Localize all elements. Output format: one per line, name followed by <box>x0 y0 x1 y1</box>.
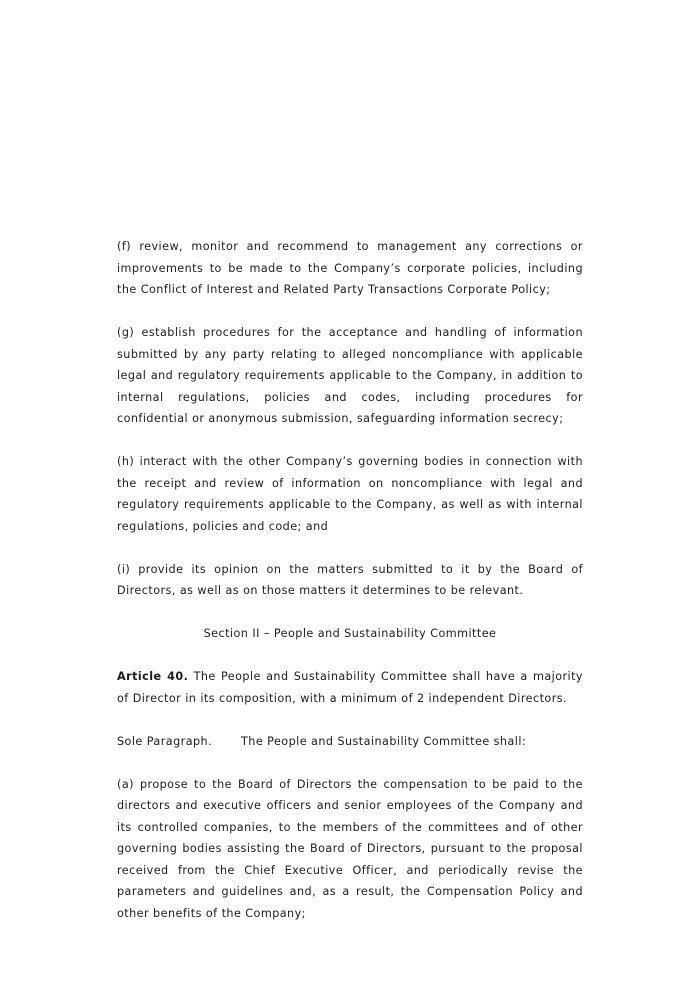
paragraph-g: (g) establish procedures for the acceptance and handling of information submitted by any party relating to alleged noncompliance with applicable legal and regulatory requirements applicable to the Company, in addition to internal regulations, policies and codes, including procedures for confidential or anonymous submission, safeguarding information secrecy; <box>117 326 583 425</box>
article-label: Article 40. <box>117 670 189 683</box>
sole-paragraph-label: Sole Paragraph. <box>117 734 213 748</box>
article-text: The People and Sustainability Committee shall have a majority of Director in its composition, with a minimum of 2 independent Directors. <box>117 670 584 705</box>
article-40 <box>117 666 583 709</box>
paragraph-f: (f) review, monitor and recommend to management any corrections or improvements to be made to the Company’s corporate policies, including the Conflict of Interest and Related Party Transactions Corporate Policy; <box>117 240 583 296</box>
paragraph-a: (a) propose to the Board of Directors the compensation to be paid to the directors and executive officers and senior employees of the Company and its controlled companies, to the members of the committees and of other governing bodies assisting the Board of Directors, pursuant to the proposal received from the Chief Executive Officer, and periodically revise the parameters and guidelines and, as a result, the Compensation Policy and other benefits of the Company; <box>117 777 583 920</box>
sole-paragraph-text: The People and Sustainability Committee shall: <box>241 734 527 748</box>
paragraph-i: (i) provide its opinion on the matters submitted to it by the Board of Directors, as well as on those matters it determines to be relevant. <box>117 562 583 597</box>
paragraph-h: (h) interact with the other Company’s governing bodies in connection with the receipt and review of information on noncompliance with legal and regulatory requirements applicable to the Company, as well as with internal regulations, policies and code; and <box>117 455 583 533</box>
sole-paragraph <box>117 731 583 753</box>
section-heading: Section II – People and Sustainability Committee <box>203 627 497 640</box>
document-page <box>117 236 583 946</box>
